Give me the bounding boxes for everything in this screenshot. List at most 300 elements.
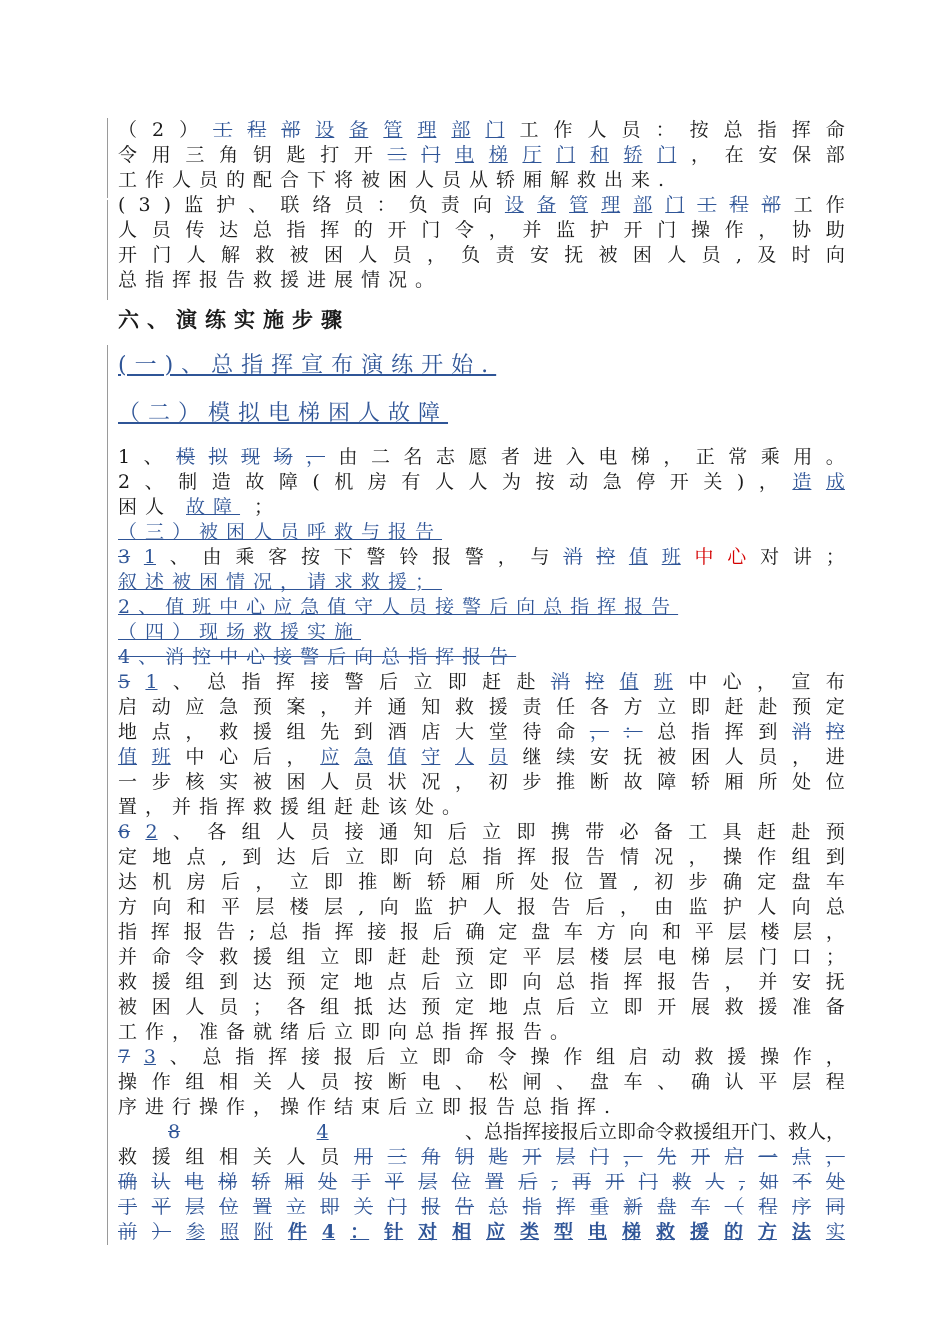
inserted-char: 的 bbox=[723, 1221, 743, 1243]
text-char: ， bbox=[792, 746, 812, 768]
text-char: 人 bbox=[186, 244, 206, 266]
text-char: 盘 bbox=[589, 1071, 609, 1093]
text-char: 初 bbox=[488, 771, 508, 793]
text-char: 总 bbox=[252, 219, 272, 241]
text-char: 心 bbox=[722, 671, 742, 693]
text-char: 案 bbox=[286, 696, 306, 718]
text-char: 负 bbox=[461, 244, 481, 266]
text-char: ， bbox=[320, 696, 340, 718]
text-char: 店 bbox=[421, 721, 441, 743]
text-char: 任 bbox=[556, 696, 576, 718]
text-char: 监 bbox=[556, 219, 576, 241]
deleted-char: 厢 bbox=[284, 1171, 304, 1193]
text-char: ， bbox=[255, 871, 275, 893]
text-char: 志 bbox=[435, 446, 455, 468]
text-char: 进 bbox=[825, 746, 845, 768]
text-char: 中 bbox=[185, 746, 205, 768]
text-char: 先 bbox=[320, 721, 340, 743]
deleted-char: 匙 bbox=[488, 1146, 508, 1168]
deleted-char: 5 bbox=[118, 671, 131, 693]
text-char: 者 bbox=[500, 446, 520, 468]
text-char: 预 bbox=[286, 971, 306, 993]
text-char: 打 bbox=[320, 144, 340, 166]
inserted-char: 件 bbox=[287, 1221, 307, 1243]
text-char: 接 bbox=[300, 1046, 320, 1068]
text-char: ： bbox=[376, 194, 396, 216]
text-char: 向 bbox=[413, 846, 433, 868]
inserted-char: 1 bbox=[143, 546, 156, 568]
deleted-text: 8 bbox=[168, 1121, 181, 1143]
text-char: 乘 bbox=[760, 446, 780, 468]
text-char: 初 bbox=[654, 871, 674, 893]
text-char: 操 bbox=[760, 1046, 780, 1068]
text-char: 工 bbox=[519, 119, 539, 141]
deleted-char: ） bbox=[151, 1221, 171, 1243]
text-char: 指 bbox=[482, 846, 502, 868]
text-char: 开 bbox=[623, 219, 643, 241]
text-char: 报 bbox=[516, 896, 536, 918]
text-char: 门 bbox=[657, 219, 677, 241]
text-char: 宣 bbox=[791, 671, 811, 693]
text-char: ； bbox=[825, 946, 845, 968]
text-char: 向 bbox=[472, 194, 492, 216]
text-line bbox=[118, 595, 845, 620]
text-char: 与 bbox=[530, 546, 550, 568]
text-char: 援 bbox=[758, 996, 778, 1018]
text-char: 人 bbox=[320, 771, 340, 793]
text-char: 作 bbox=[724, 219, 744, 241]
inserted-char: 和 bbox=[589, 144, 609, 166]
text-char: 达 bbox=[118, 871, 138, 893]
deleted-char: 程 bbox=[729, 194, 749, 216]
text-char: ) bbox=[736, 471, 745, 493]
text-char: 赶 bbox=[756, 821, 776, 843]
text-char: 、 bbox=[169, 1046, 189, 1068]
text-char: 机 bbox=[334, 471, 354, 493]
text-char: 造 bbox=[211, 471, 231, 493]
text-char: 用 bbox=[151, 144, 171, 166]
text-char: 定 bbox=[488, 946, 508, 968]
text-char: 、 bbox=[143, 446, 163, 468]
text-char: 定 bbox=[825, 696, 845, 718]
text-char: 为 bbox=[502, 471, 522, 493]
text-char: 救 bbox=[118, 971, 138, 993]
text-char: 启 bbox=[118, 696, 138, 718]
deleted-char: 救 bbox=[672, 1171, 692, 1193]
text-char: 到 bbox=[242, 846, 262, 868]
inserted-char: 电 bbox=[455, 144, 475, 166]
deleted-char: 梯 bbox=[218, 1171, 238, 1193]
text-char: 机 bbox=[152, 871, 172, 893]
text-char: 核 bbox=[185, 771, 205, 793]
text-char: 开 bbox=[657, 996, 677, 1018]
text-char: 员 bbox=[151, 219, 171, 241]
text-char: 知 bbox=[421, 696, 441, 718]
text-char: ， bbox=[758, 219, 778, 241]
deleted-char: , bbox=[738, 1171, 745, 1193]
text-char: 和 bbox=[662, 921, 682, 943]
deleted-char: 门 bbox=[589, 1146, 609, 1168]
text-line bbox=[118, 143, 845, 168]
text-char: 人 bbox=[667, 244, 687, 266]
deleted-char: 挥 bbox=[556, 1196, 576, 1218]
inserted-char: 员 bbox=[488, 746, 508, 768]
inserted-char: 相 bbox=[452, 1221, 472, 1243]
deleted-char: 置 bbox=[484, 1171, 504, 1193]
text-char: 按 bbox=[300, 546, 320, 568]
text-char: 即 bbox=[623, 996, 643, 1018]
deleted-char: 轿 bbox=[251, 1171, 271, 1193]
text-char: 讲 bbox=[792, 546, 812, 568]
deleted-text: 4、消控中心接警后向总指挥报告 bbox=[118, 646, 517, 668]
text-char: 预 bbox=[825, 821, 845, 843]
change-bar bbox=[107, 345, 108, 1245]
inserted-char: 救 bbox=[655, 1221, 675, 1243]
document-page bbox=[118, 118, 845, 1245]
text-line bbox=[118, 1070, 845, 1095]
text-char: 定 bbox=[757, 871, 777, 893]
text-char: 监 bbox=[184, 194, 204, 216]
text-char: 松 bbox=[488, 1071, 508, 1093]
text-line bbox=[118, 570, 845, 595]
text-char: 立 bbox=[455, 971, 475, 993]
inserted-char: 部 bbox=[633, 194, 653, 216]
text-char: 指 bbox=[757, 119, 777, 141]
text-char: 盘 bbox=[531, 921, 551, 943]
text-char: 酒 bbox=[387, 721, 407, 743]
text-run: 总指挥报告救援进展情况。 bbox=[118, 269, 443, 291]
text-char: 层 bbox=[793, 921, 813, 943]
text-char: ， bbox=[825, 921, 845, 943]
deleted-char: 位 bbox=[451, 1171, 471, 1193]
text-char: 客 bbox=[268, 546, 288, 568]
text-char: 展 bbox=[690, 996, 710, 1018]
text-line bbox=[118, 920, 845, 945]
text-char: 点 bbox=[522, 996, 542, 1018]
text-char: 警 bbox=[344, 671, 364, 693]
deleted-char: 启 bbox=[724, 1146, 744, 1168]
text-char: 点 bbox=[151, 721, 171, 743]
text-char: 安 bbox=[529, 244, 549, 266]
deleted-char: 告 bbox=[455, 1196, 475, 1218]
text-char: 处 bbox=[792, 771, 812, 793]
text-char: 携 bbox=[550, 821, 570, 843]
text-line bbox=[118, 1045, 845, 1070]
inserted-text: （三）被困人员呼救与报告 bbox=[118, 521, 443, 543]
text-char: 后 bbox=[379, 671, 399, 693]
text-char: 楼 bbox=[289, 896, 309, 918]
text-char: ； bbox=[825, 546, 845, 568]
text-char: 2 bbox=[118, 471, 131, 493]
text-char: 达 bbox=[219, 219, 239, 241]
text-char: 心 bbox=[219, 746, 239, 768]
text-char: 制 bbox=[178, 471, 198, 493]
deleted-char: 报 bbox=[421, 1196, 441, 1218]
text-char: 位 bbox=[825, 771, 845, 793]
change-bar bbox=[107, 200, 108, 300]
deleted-char: 3 bbox=[118, 546, 131, 568]
text-char: 故 bbox=[245, 471, 265, 493]
text-char: 位 bbox=[564, 871, 584, 893]
text-char: ， bbox=[724, 971, 744, 993]
text-char: 况 bbox=[654, 846, 674, 868]
text-char: 到 bbox=[825, 846, 845, 868]
text-char: 门 bbox=[758, 946, 778, 968]
text-line bbox=[118, 695, 845, 720]
text-char: 堂 bbox=[488, 721, 508, 743]
text-char: 车 bbox=[563, 921, 583, 943]
text-char: 员 bbox=[344, 194, 364, 216]
text-char: ， bbox=[619, 896, 639, 918]
text-char: 护 bbox=[448, 896, 468, 918]
text-char: 房 bbox=[367, 471, 387, 493]
text-char: 组 bbox=[185, 971, 205, 993]
text-char: 警 bbox=[366, 546, 386, 568]
text-char: 续 bbox=[556, 746, 576, 768]
text-run: 工作，准备就绪后立即向总指挥报告。 bbox=[118, 1021, 578, 1043]
deleted-char: 门 bbox=[638, 1171, 658, 1193]
text-char: 组 bbox=[185, 1071, 205, 1093]
text-char: 人 bbox=[468, 471, 488, 493]
text-char: 人 bbox=[434, 471, 454, 493]
deleted-char: 控 bbox=[825, 721, 845, 743]
text-char: 方 bbox=[623, 696, 643, 718]
text-char: ( bbox=[312, 471, 320, 493]
text-char: 总 bbox=[657, 721, 677, 743]
text-char: 并 bbox=[353, 696, 373, 718]
text-char: 由 bbox=[338, 446, 358, 468]
text-char: 责 bbox=[440, 194, 460, 216]
text-char: 挥 bbox=[150, 921, 170, 943]
text-char: 、 bbox=[248, 194, 268, 216]
text-char: 组 bbox=[241, 821, 261, 843]
text-char: 挥 bbox=[268, 1046, 288, 1068]
text-char: 角 bbox=[219, 144, 239, 166]
text-char: 动 bbox=[151, 696, 171, 718]
inserted-char: 实 bbox=[825, 1221, 845, 1243]
text-char: , bbox=[220, 846, 228, 868]
text-char: 挥 bbox=[320, 219, 340, 241]
inserted-char: 班 bbox=[661, 546, 681, 568]
text-char: 向 bbox=[379, 896, 399, 918]
inserted-char: 附 bbox=[253, 1221, 273, 1243]
text-char: 告 bbox=[690, 971, 710, 993]
text-run: 、总指挥接报后立即命令救援组开门、救人， bbox=[464, 1121, 845, 1143]
text-char: 层 bbox=[556, 946, 576, 968]
text-char: ， bbox=[497, 546, 517, 568]
text-char: 接 bbox=[310, 671, 330, 693]
text-char: 救 bbox=[219, 721, 239, 743]
text-char: 报 bbox=[333, 1046, 353, 1068]
text-line bbox=[118, 670, 845, 695]
deleted-char: 门 bbox=[421, 144, 441, 166]
text-char: 所 bbox=[758, 771, 778, 793]
text-char: 时 bbox=[791, 244, 811, 266]
text-char: 准 bbox=[792, 996, 812, 1018]
text-char: 护 bbox=[216, 194, 236, 216]
inserted-char: 班 bbox=[151, 746, 171, 768]
text-char: 困 bbox=[286, 771, 306, 793]
text-char: 后 bbox=[220, 871, 240, 893]
text-char: 定 bbox=[320, 971, 340, 993]
text-char: 确 bbox=[465, 921, 485, 943]
text-char: 3 bbox=[138, 194, 151, 216]
deleted-char: 即 bbox=[320, 1196, 340, 1218]
deleted-char: 二 bbox=[387, 144, 407, 166]
text-line bbox=[118, 1020, 845, 1045]
text-char: 平 bbox=[220, 896, 240, 918]
deleted-char: 盘 bbox=[657, 1196, 677, 1218]
text-char: 地 bbox=[152, 846, 172, 868]
text-char: 员 bbox=[320, 1146, 340, 1168]
text-char: 责 bbox=[522, 696, 542, 718]
text-char: 抚 bbox=[564, 244, 584, 266]
text-char: 即 bbox=[353, 946, 373, 968]
text-char: 赴 bbox=[421, 946, 441, 968]
inserted-char: ： bbox=[350, 1221, 370, 1243]
text-run: ； bbox=[254, 496, 282, 518]
deleted-char: 程 bbox=[247, 119, 267, 141]
deleted-char: 人 bbox=[705, 1171, 725, 1193]
deleted-char: 关 bbox=[353, 1196, 373, 1218]
text-char: 关 bbox=[703, 471, 723, 493]
text-char: 盘 bbox=[791, 871, 811, 893]
text-char: 平 bbox=[694, 921, 714, 943]
text-char: 相 bbox=[219, 1071, 239, 1093]
text-char: 人 bbox=[275, 821, 295, 843]
text-char: 下 bbox=[333, 546, 353, 568]
text-char: 确 bbox=[690, 1071, 710, 1093]
text-char: 警 bbox=[464, 546, 484, 568]
text-char: 房 bbox=[186, 871, 206, 893]
text-char: 步 bbox=[522, 771, 542, 793]
text-char: 门 bbox=[421, 219, 441, 241]
text-char: 总 bbox=[202, 1046, 222, 1068]
deleted-char: 指 bbox=[522, 1196, 542, 1218]
text-line bbox=[118, 970, 845, 995]
text-char: 梯 bbox=[630, 446, 650, 468]
text-char: 命 bbox=[825, 119, 845, 141]
text-char: 作 bbox=[757, 846, 777, 868]
text-char: 、 bbox=[657, 1071, 677, 1093]
text-char: 责 bbox=[495, 244, 515, 266]
deleted-char: 处 bbox=[318, 1171, 338, 1193]
text-char: 报 bbox=[657, 971, 677, 993]
inserted-char: 守 bbox=[421, 746, 441, 768]
deleted-char: 7 bbox=[118, 1046, 131, 1068]
text-char: 组 bbox=[286, 721, 306, 743]
text-char: ， bbox=[690, 144, 710, 166]
text-char: 操 bbox=[722, 846, 742, 868]
text-char: 困 bbox=[323, 244, 343, 266]
inserted-char: 照 bbox=[219, 1221, 239, 1243]
text-char: 总 bbox=[825, 896, 845, 918]
text-char: 、 bbox=[169, 546, 189, 568]
text-char: 2 bbox=[152, 119, 165, 141]
text-char: 三 bbox=[185, 144, 205, 166]
text-char: 预 bbox=[252, 696, 272, 718]
inserted-char: 造 bbox=[792, 471, 812, 493]
inserted-text: 故障 bbox=[186, 496, 241, 518]
text-line bbox=[118, 118, 845, 143]
deleted-char: , bbox=[551, 1171, 558, 1193]
text-char: 关 bbox=[252, 1146, 272, 1168]
text-char: ， bbox=[455, 771, 475, 793]
deleted-char: 消 bbox=[550, 671, 570, 693]
text-char: 安 bbox=[758, 144, 778, 166]
deleted-char: 于 bbox=[351, 1171, 371, 1193]
deleted-char: 平 bbox=[151, 1196, 171, 1218]
text-char: 命 bbox=[556, 721, 576, 743]
deleted-char: 如 bbox=[759, 1171, 779, 1193]
deleted-char: 控 bbox=[585, 671, 605, 693]
text-char: 赴 bbox=[516, 671, 536, 693]
text-char: 困 bbox=[632, 244, 652, 266]
text-run: 置，并指挥救援组赶赴该处。 bbox=[118, 796, 470, 818]
text-char: 赶 bbox=[482, 671, 502, 693]
text-char: 即 bbox=[379, 846, 399, 868]
deleted-char: 一 bbox=[758, 1146, 778, 1168]
text-line bbox=[118, 770, 845, 795]
text-char: 的 bbox=[353, 219, 373, 241]
text-char: 各 bbox=[589, 696, 609, 718]
text-char: 报 bbox=[183, 921, 203, 943]
text-char: 中 bbox=[688, 671, 708, 693]
inserted-char: 梯 bbox=[621, 1221, 641, 1243]
deleted-char: 部 bbox=[761, 194, 781, 216]
deleted-char: 序 bbox=[792, 1196, 812, 1218]
deleted-char: 开 bbox=[605, 1171, 625, 1193]
text-char: 后 bbox=[585, 896, 605, 918]
text-char: 知 bbox=[413, 821, 433, 843]
text-char: 监 bbox=[413, 896, 433, 918]
text-char: 地 bbox=[488, 996, 508, 1018]
text-char: 告 bbox=[216, 921, 236, 943]
text-char: 被 bbox=[252, 771, 272, 793]
text-char: 、 bbox=[172, 821, 192, 843]
text-char: 指 bbox=[589, 971, 609, 993]
text-char: 护 bbox=[589, 219, 609, 241]
inserted-text: 叙述被困情况，请求救援； bbox=[118, 571, 443, 593]
text-char: 援 bbox=[488, 696, 508, 718]
text-char: 各 bbox=[207, 821, 227, 843]
text-char: 愿 bbox=[468, 446, 488, 468]
text-line bbox=[118, 168, 845, 193]
text-char: 总 bbox=[556, 971, 576, 993]
text-char: 并 bbox=[522, 219, 542, 241]
deleted-char: 位 bbox=[219, 1196, 239, 1218]
text-line bbox=[118, 1195, 845, 1220]
text-char: 指 bbox=[301, 921, 321, 943]
deleted-char: 车 bbox=[690, 1196, 710, 1218]
deleted-char: 先 bbox=[657, 1146, 677, 1168]
deleted-char: 再 bbox=[572, 1171, 592, 1193]
text-char: 赴 bbox=[758, 696, 778, 718]
text-char: 赴 bbox=[791, 821, 811, 843]
text-char: 、 bbox=[556, 1071, 576, 1093]
text-char: 推 bbox=[358, 871, 378, 893]
text-char: 按 bbox=[353, 1071, 373, 1093]
text-char: 相 bbox=[219, 1146, 239, 1168]
text-char: 协 bbox=[792, 219, 812, 241]
inserted-char: 梯 bbox=[488, 144, 508, 166]
text-char: 通 bbox=[387, 696, 407, 718]
deleted-char: 模 bbox=[176, 446, 196, 468]
text-char: 援 bbox=[252, 946, 272, 968]
text-char: 命 bbox=[151, 946, 171, 968]
text-char: 实 bbox=[219, 771, 239, 793]
text-char: 及 bbox=[757, 244, 777, 266]
